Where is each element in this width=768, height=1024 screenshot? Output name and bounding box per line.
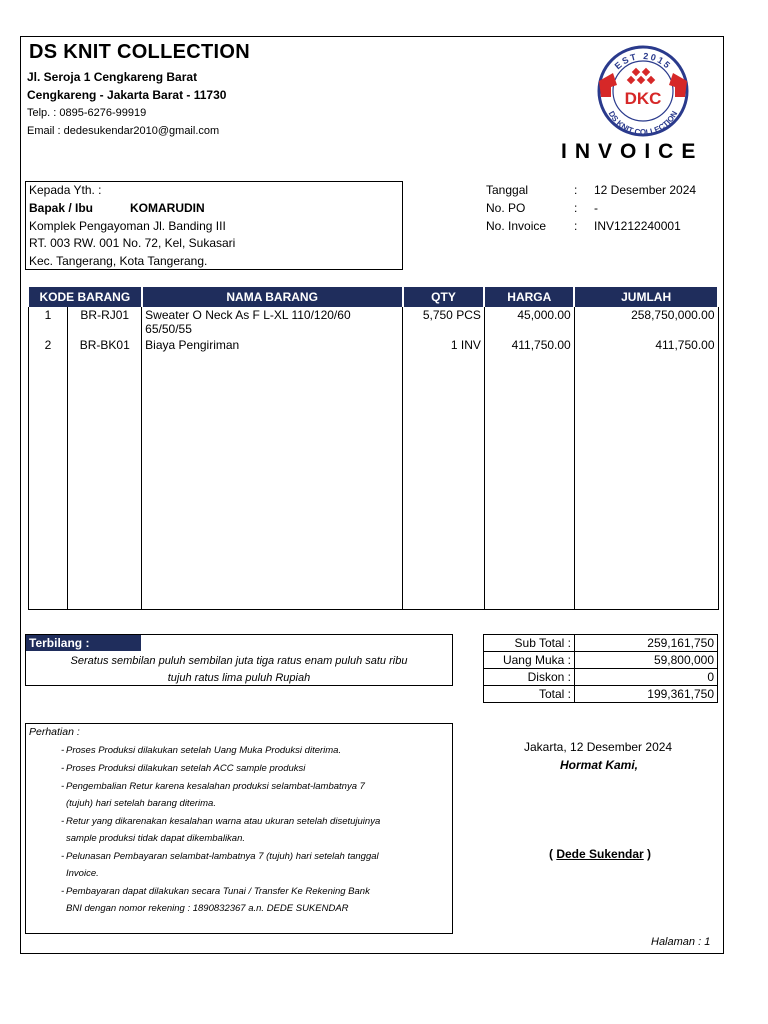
signature-close-paren: ) bbox=[643, 847, 652, 861]
signature-closing: Hormat Kami, bbox=[560, 758, 639, 772]
row-total: 258,750,000.00 bbox=[574, 307, 718, 337]
header-total: JUMLAH bbox=[574, 287, 718, 307]
recipient-address-line3: Kec. Tangerang, Kota Tangerang. bbox=[29, 254, 208, 268]
down-payment-label: Uang Muka : bbox=[484, 652, 575, 669]
meta-date-value: 12 Desember 2024 bbox=[594, 183, 697, 197]
row-item-name bbox=[142, 307, 403, 337]
summary-row bbox=[484, 635, 718, 652]
signature-open-paren: ( bbox=[549, 847, 557, 861]
note-text: Proses Produksi dilakukan setelah Uang Muka Produksi diterima. bbox=[66, 745, 342, 756]
table-row bbox=[28, 307, 718, 337]
subtotal-value: 259,161,750 bbox=[575, 635, 718, 652]
recipient-address-line2: RT. 003 RW. 001 No. 72, Kel, Sukasari bbox=[29, 236, 236, 250]
amount-in-words-line2: tujuh ratus lima puluh Rupiah bbox=[167, 672, 311, 684]
down-payment-value: 59,800,000 bbox=[575, 652, 718, 669]
row-code: BR-BK01 bbox=[68, 337, 142, 610]
note-text: Pengembalian Retur karena kesalahan produksi selambat-lambatnya 7 bbox=[66, 781, 365, 792]
note-text: Pelunasan Pembayaran selambat-lambatnya 7 (tujuh) hari setelah tanggal bbox=[66, 851, 379, 862]
recipient-address-line1: Komplek Pengayoman Jl. Banding III bbox=[29, 219, 226, 233]
note-item: - Proses Produksi dilakukan setelah ACC sample produksi bbox=[61, 763, 306, 774]
summary-row bbox=[484, 669, 718, 686]
row-price: 45,000.00 bbox=[484, 307, 574, 337]
logo-ring-text: DS KNIT COLLECTION bbox=[606, 109, 680, 138]
row-price: 411,750.00 bbox=[484, 337, 574, 610]
note-text-cont: (tujuh) hari setelah barang diterima. bbox=[66, 798, 216, 809]
header-name: NAMA BARANG bbox=[142, 287, 403, 307]
note-text-cont: sample produksi tidak dapat dikembalikan. bbox=[66, 833, 246, 844]
company-name: DS KNIT COLLECTION bbox=[29, 41, 250, 63]
meta-date-label: Tanggal bbox=[486, 183, 529, 197]
row-no: 2 bbox=[28, 337, 68, 610]
signature-city-date: Jakarta, 12 Desember 2024 bbox=[524, 740, 673, 754]
amount-in-words-line1: Seratus sembilan puluh sembilan juta tiga ratus enam puluh satu ribu bbox=[70, 655, 408, 667]
amount-in-words-text bbox=[30, 653, 448, 687]
meta-invoice-label: No. Invoice bbox=[486, 219, 547, 233]
document-title: INVOICE bbox=[561, 140, 704, 163]
row-total: 411,750.00 bbox=[574, 337, 718, 610]
recipient-name: KOMARUDIN bbox=[130, 201, 205, 215]
company-logo bbox=[587, 41, 699, 141]
row-qty: 5,750 PCS bbox=[403, 307, 485, 337]
company-address-line1: Jl. Seroja 1 Cengkareng Barat bbox=[27, 70, 198, 84]
items-table bbox=[27, 287, 719, 610]
note-text-cont: BNI dengan nomor rekening : 1890832367 a.n. DEDE SUKENDAR bbox=[66, 903, 349, 914]
row-qty: 1 INV bbox=[403, 337, 485, 610]
meta-invoice-value: INV1212240001 bbox=[594, 219, 681, 233]
page-number: Halaman : 1 bbox=[651, 936, 711, 948]
recipient-label: Kepada Yth. : bbox=[29, 183, 102, 197]
meta-po-sep: : bbox=[574, 201, 578, 215]
discount-label: Diskon : bbox=[484, 669, 575, 686]
company-phone: Telp. : 0895-6276-99919 bbox=[27, 107, 147, 119]
row-item-name-line2: 65/50/55 bbox=[145, 322, 192, 336]
signature-name: Dede Sukendar bbox=[556, 847, 644, 861]
table-row bbox=[28, 337, 718, 610]
discount-value: 0 bbox=[575, 669, 718, 686]
signature-name-block bbox=[549, 847, 651, 861]
note-item: - Pelunasan Pembayaran selambat-lambatnya 7 (tujuh) hari setelah tanggal Invoice. bbox=[61, 851, 379, 879]
notes-box bbox=[25, 723, 453, 934]
amount-in-words-label: Terbilang : bbox=[26, 635, 141, 651]
note-item: - Proses Produksi dilakukan setelah Uang Muka Produksi diterima. bbox=[61, 745, 342, 756]
meta-invoice-sep: : bbox=[574, 219, 578, 233]
logo-initials: DKC bbox=[624, 89, 662, 108]
summary-table bbox=[483, 634, 718, 703]
summary-row bbox=[484, 652, 718, 669]
notes-title: Perhatian : bbox=[29, 726, 80, 738]
total-label: Total : bbox=[484, 686, 575, 703]
summary-row bbox=[484, 686, 718, 703]
meta-date-sep: : bbox=[574, 183, 578, 197]
subtotal-label: Sub Total : bbox=[484, 635, 575, 652]
row-code: BR-RJ01 bbox=[68, 307, 142, 337]
amount-in-words-box bbox=[25, 634, 453, 686]
row-item-name: Biaya Pengiriman bbox=[142, 337, 403, 610]
company-email: Email : dedesukendar2010@gmail.com bbox=[27, 125, 220, 137]
meta-po-value: - bbox=[594, 201, 598, 215]
note-text: Retur yang dikarenakan kesalahan warna atau ukuran setelah disetujuinya bbox=[66, 816, 381, 827]
recipient-salutation: Bapak / Ibu bbox=[29, 201, 94, 215]
note-text: Proses Produksi dilakukan setelah ACC sample produksi bbox=[66, 763, 306, 774]
note-item: - Retur yang dikarenakan kesalahan warna atau ukuran setelah disetujuinya sample produksi tidak dapat dikembalikan. bbox=[61, 816, 381, 844]
note-item: - Pembayaran dapat dilakukan secara Tunai / Transfer Ke Rekening Bank BNI dengan nomor rekening : 1890832367 a.n. DEDE SUKENDAR bbox=[61, 886, 370, 914]
note-item: - Pengembalian Retur karena kesalahan produksi selambat-lambatnya 7 (tujuh) hari setelah barang diterima. bbox=[61, 781, 365, 809]
note-text: Pembayaran dapat dilakukan secara Tunai / Transfer Ke Rekening Bank bbox=[66, 886, 370, 897]
invoice-page bbox=[20, 36, 724, 954]
note-text-cont: Invoice. bbox=[66, 868, 99, 879]
company-address-line2: Cengkareng - Jakarta Barat - 11730 bbox=[27, 88, 227, 102]
row-no: 1 bbox=[28, 307, 68, 337]
header-code: KODE BARANG bbox=[28, 287, 142, 307]
meta-po-label: No. PO bbox=[486, 201, 526, 215]
header-qty: QTY bbox=[403, 287, 485, 307]
recipient-box bbox=[25, 181, 403, 270]
total-value: 199,361,750 bbox=[575, 686, 718, 703]
header-price: HARGA bbox=[484, 287, 574, 307]
logo-est-text: EST 2015 bbox=[612, 50, 674, 72]
row-item-name-line1: Sweater O Neck As F L-XL 110/120/60 bbox=[145, 308, 351, 322]
items-header-row bbox=[28, 287, 718, 307]
